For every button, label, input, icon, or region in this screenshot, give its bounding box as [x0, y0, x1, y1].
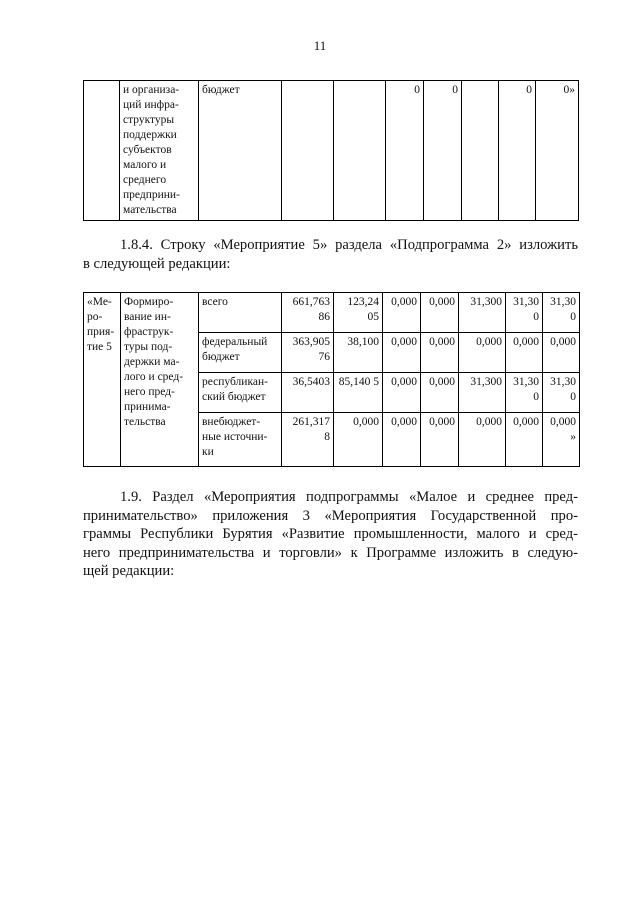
table-cell: 31,30 0	[506, 293, 543, 333]
table-cell-description: Формиро-вание ин-фраструк-туры под-держки ма-лого и сред-него пред-принима-тельства	[121, 293, 199, 467]
paragraph-line: щей редакции:	[83, 563, 175, 579]
table-continuation	[83, 80, 579, 221]
paragraph-line: в следующей редакции:	[83, 255, 231, 272]
paragraph-1-8-4	[83, 236, 578, 273]
table-cell: 0,000	[506, 333, 543, 373]
paragraph-line: принимательство» приложения 3 «Мероприятия Государственной про-	[83, 507, 578, 524]
paragraph-line: него предпринимательства и торговли» к Программе изложить в следую-	[83, 544, 578, 561]
table-cell: 0,000	[459, 413, 506, 467]
table-cell: 0,000	[383, 413, 421, 467]
table-cell: 0,000	[421, 413, 459, 467]
table-cell: 31,30 0	[543, 293, 580, 333]
table-cell	[282, 81, 334, 221]
table-cell: 31,300	[459, 293, 506, 333]
table-cell: и организа-ций инфра-структуры поддержки субъектов малого и среднего предприни-мательства	[120, 81, 199, 221]
table-cell: 0	[424, 81, 462, 221]
table-cell: бюджет	[199, 81, 282, 221]
paragraph-line: граммы Республики Бурятия «Развитие промышленности, малого и сред-	[83, 526, 578, 542]
table-row	[84, 81, 579, 221]
table-cell: 0,000	[383, 373, 421, 413]
paragraph-1-9	[83, 488, 578, 581]
table-event-5	[83, 292, 580, 467]
table-cell: 85,140 5	[334, 373, 383, 413]
table-cell: 38,100	[334, 333, 383, 373]
table-cell	[84, 81, 120, 221]
table-cell: 0,000	[459, 333, 506, 373]
table-cell: федеральный бюджет	[199, 333, 282, 373]
table-cell: 36,5403	[282, 373, 334, 413]
table-cell-event: «Ме-ро-прия-тие 5	[84, 293, 121, 467]
table-cell: 0	[499, 81, 536, 221]
table-cell: 31,300	[459, 373, 506, 413]
paragraph-line: 1.9. Раздел «Мероприятия подпрограммы «Малое и среднее пред-	[120, 489, 578, 505]
paragraph-line: 1.8.4. Строку «Мероприятие 5» раздела «Подпрограмма 2» изложить	[120, 237, 578, 253]
table-cell: 123,24 05	[334, 293, 383, 333]
table-cell: 0,000	[506, 413, 543, 467]
table-cell: 0»	[536, 81, 579, 221]
table-cell: 0	[386, 81, 424, 221]
table-cell: 261,317 8	[282, 413, 334, 467]
table-cell	[462, 81, 499, 221]
table-cell: 0,000	[334, 413, 383, 467]
table-cell: 31,30 0	[506, 373, 543, 413]
table-cell: 0,000	[383, 293, 421, 333]
table-cell: 0,000	[383, 333, 421, 373]
table-cell: внебюджет-ные источни-ки	[199, 413, 282, 467]
table-cell: всего	[199, 293, 282, 333]
table-cell: 0,000	[421, 373, 459, 413]
table-cell: 661,763 86	[282, 293, 334, 333]
table-cell: 31,30 0	[543, 373, 580, 413]
table-cell: 0,000»	[543, 413, 580, 467]
table-cell: 0,000	[421, 293, 459, 333]
table-cell: 0,000	[421, 333, 459, 373]
table-cell	[334, 81, 386, 221]
table-cell: 363,905 76	[282, 333, 334, 373]
table-cell: 0,000	[543, 333, 580, 373]
table-row	[84, 293, 580, 333]
table-cell: республикан-ский бюджет	[199, 373, 282, 413]
page-number: 11	[313, 38, 327, 53]
